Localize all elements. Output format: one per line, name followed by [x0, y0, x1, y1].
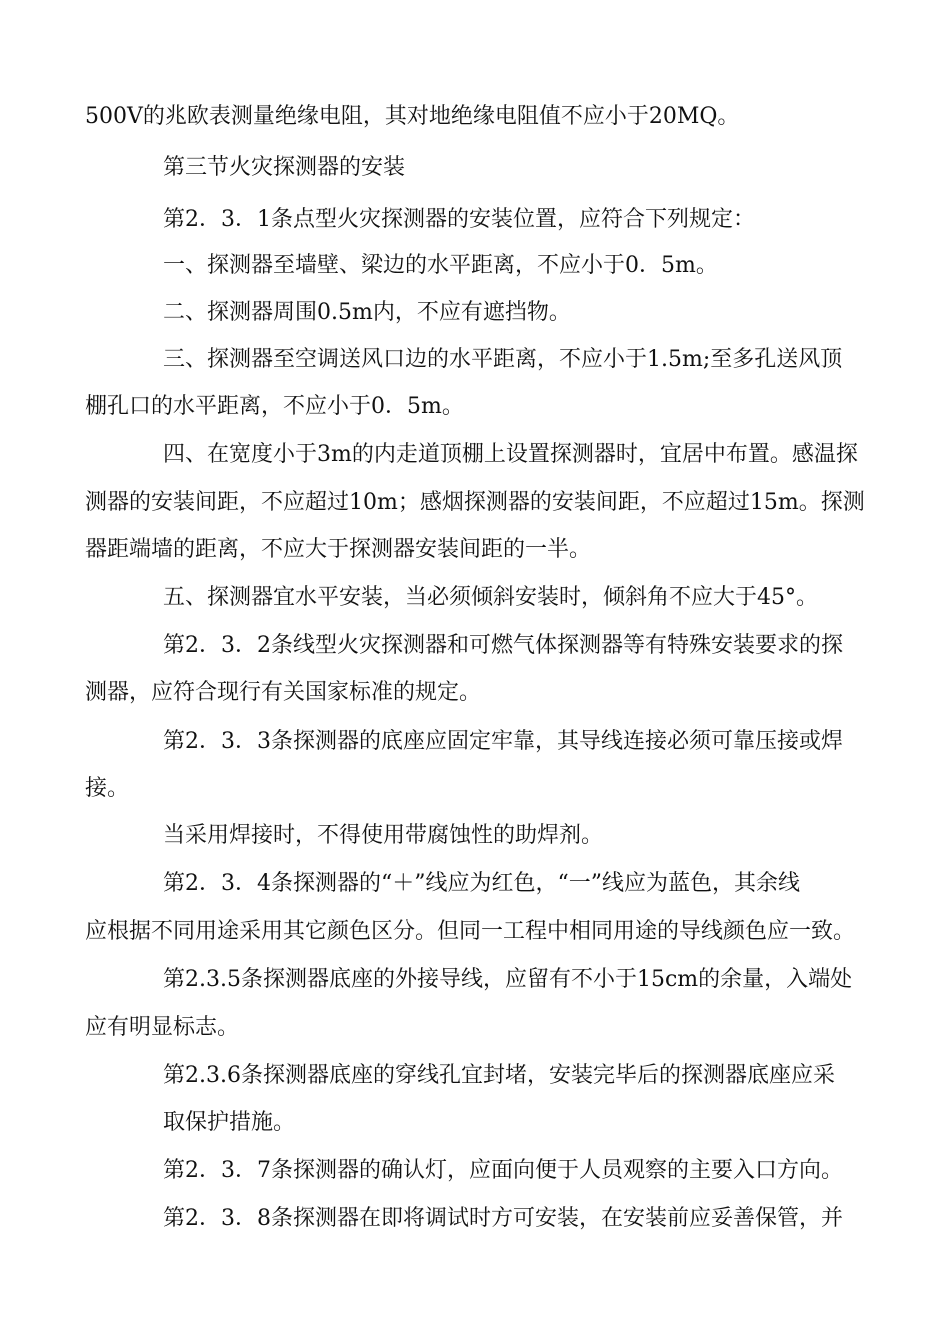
text-line: 五、探测器宜水平安装，当必须倾斜安装时，倾斜角不应大于45°。: [163, 585, 818, 610]
text-line: 测器的安装间距，不应超过10m；感烟探测器的安装间距，不应超过15m。探测: [85, 490, 865, 515]
article-line: 第2．3．3条探测器的底座应固定牢靠，其导线连接必须可靠压接或焊: [163, 729, 843, 754]
text-line: 测器，应符合现行有关国家标准的规定。: [85, 680, 482, 705]
text-line: 棚孔口的水平距离，不应小于0．5m。: [85, 394, 464, 419]
text-line: 接。: [85, 776, 130, 801]
article-line: 第2.3.5条探测器底座的外接导线，应留有不小于15cm的余量，入端处: [163, 967, 853, 992]
article-line: 第2．3．1条点型火灾探测器的安装位置，应符合下列规定：: [163, 207, 755, 232]
text-line: 器距端墙的距离，不应大于探测器安装间距的一半。: [85, 537, 592, 562]
text-line: 取保护措施。: [163, 1110, 296, 1135]
text-line: 四、在宽度小于3m的内走道顶棚上设置探测器时，宜居中布置。感温探: [163, 442, 858, 467]
article-line: 第2．3．2条线型火灾探测器和可燃气体探测器等有特殊安装要求的探: [163, 633, 843, 658]
text-line: 二、探测器周围0.5m内，不应有遮挡物。: [163, 300, 571, 325]
text-line: 当采用焊接时，不得使用带腐蚀性的助焊剂。: [163, 823, 604, 848]
text-line: 一、探测器至墙壁、梁边的水平距离，不应小于0．5m。: [163, 253, 718, 278]
text-line: 三、探测器至空调送风口边的水平距离，不应小于1.5m;至多孔送风顶: [163, 347, 843, 372]
article-line: 第2.3.6条探测器底座的穿线孔宜封堵，安装完毕后的探测器底座应采: [163, 1063, 835, 1088]
section-heading: 第三节火灾探测器的安装: [163, 155, 406, 180]
text-line: 500V的兆欧表测量绝缘电阻，其对地绝缘电阻值不应小于20MQ。: [85, 104, 740, 129]
text-line: 应有明显标志。: [85, 1015, 240, 1040]
article-line: 第2．3．8条探测器在即将调试时方可安装，在安装前应妥善保管，并: [163, 1206, 843, 1231]
text-line: 应根据不同用途采用其它颜色区分。但同一工程中相同用途的导线颜色应一致。: [85, 919, 856, 944]
article-line: 第2．3．4条探测器的“＋”线应为红色，“一”线应为蓝色，其余线: [163, 871, 800, 896]
article-line: 第2．3．7条探测器的确认灯，应面向便于人员观察的主要入口方向。: [163, 1158, 843, 1183]
